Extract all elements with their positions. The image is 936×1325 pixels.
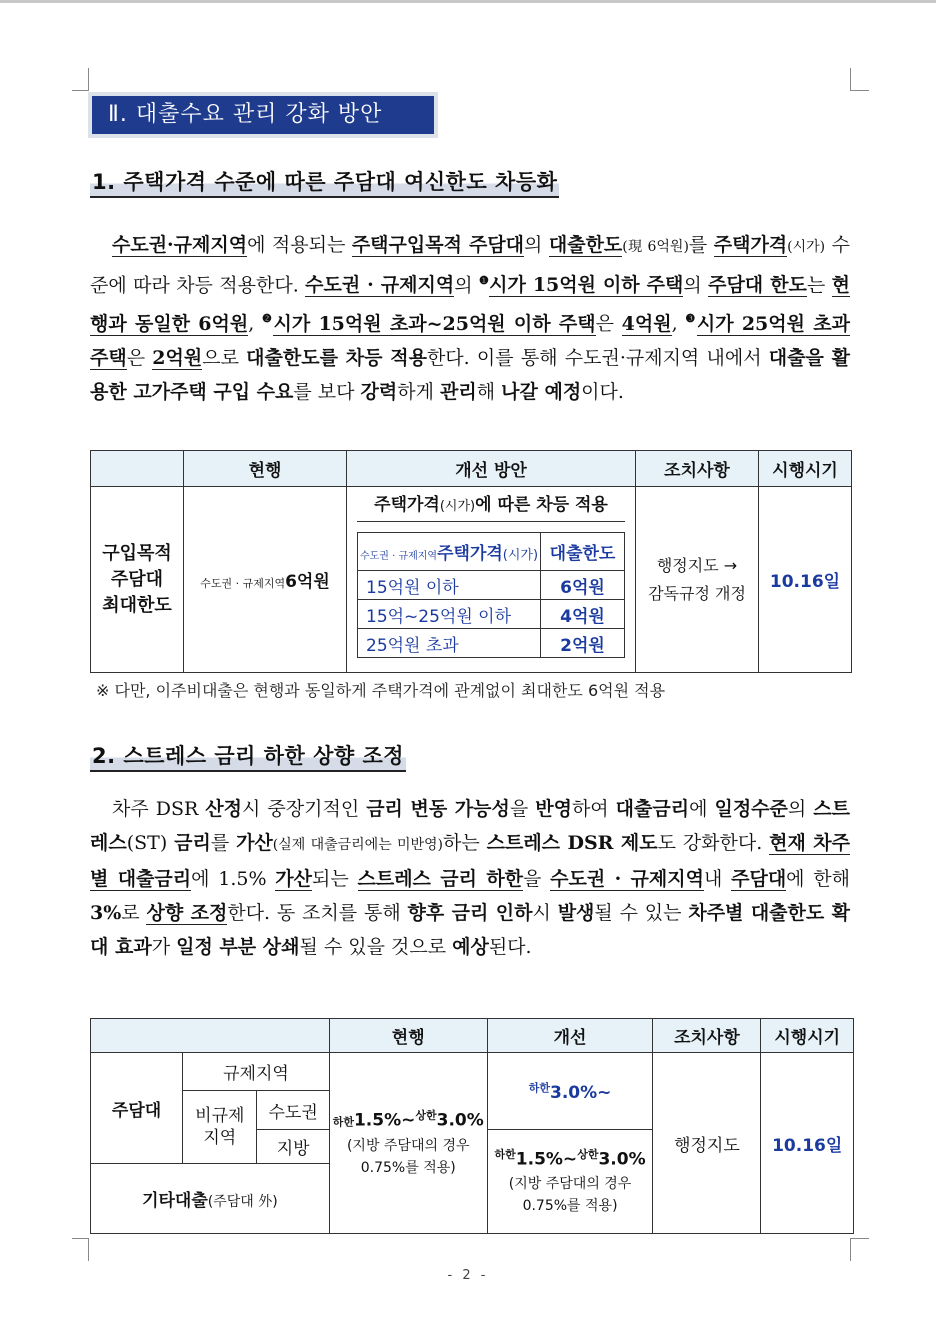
text-span: 도 강화한다. xyxy=(657,832,770,854)
crop-mark-bottom-left xyxy=(72,1238,89,1261)
limit-cell: 6억원 xyxy=(541,571,625,600)
text-span: 기타대출 xyxy=(142,1191,208,1211)
text-span: 가산 xyxy=(275,868,313,890)
text-span: 관리 xyxy=(440,380,477,403)
text-span: 에 한해 xyxy=(786,868,851,890)
table-header: 조치사항 xyxy=(653,1019,761,1053)
text-span: 일정 부분 상쇄 xyxy=(176,936,300,958)
current-value: 6억원 xyxy=(285,572,330,592)
text-span: 해 xyxy=(476,380,502,403)
limit-cell: 4억원 xyxy=(541,600,625,629)
text-span: (실제 대출금리에는 미반영) xyxy=(272,837,444,853)
circled-number-2: ❷ xyxy=(261,312,274,326)
text-span: 하게 xyxy=(397,380,441,403)
text-span: 발생 xyxy=(557,902,595,924)
text-span: 주택구입목적 주담대 xyxy=(351,234,525,256)
text-span: 대출을 활용한 고가주택 구입 수요 xyxy=(90,346,851,403)
footnote: ※ 다만, 이주비대출은 현행과 동일하게 주택가격에 관계없이 최대한도 6억원 적용 xyxy=(96,681,666,700)
new-rate-top-cell xyxy=(487,1053,653,1130)
text-span: 내 xyxy=(703,868,732,890)
table-header: 개선 방안 xyxy=(347,451,636,487)
row-label xyxy=(91,487,184,673)
text-span: 에 따른 차등 적용 xyxy=(475,495,608,515)
text-span: 주택가격 xyxy=(713,234,788,256)
top-border xyxy=(0,0,936,3)
current-region: 수도권 · 규제지역 xyxy=(200,577,286,590)
text-span: 하한 xyxy=(528,1081,550,1095)
text-span: 스트레스 DSR 제도 xyxy=(486,832,658,854)
text-span: (ST) xyxy=(126,832,175,854)
text-span: (現 6억원) xyxy=(622,239,689,255)
text-span: 반영 xyxy=(535,798,572,820)
text-span: 에 적용되는 xyxy=(247,234,352,256)
text-span: 한다. 동 조치를 통해 xyxy=(227,902,408,924)
table-header: 시행시기 xyxy=(759,451,852,487)
text-span: 수도권 · 규제지역 xyxy=(359,551,438,562)
paragraph-1 xyxy=(90,228,850,409)
text-span: 주담대 한도 xyxy=(708,274,807,297)
text-span: 이다. xyxy=(581,380,624,403)
new-rate-bottom xyxy=(488,1146,653,1170)
text-span: 의 xyxy=(787,798,814,820)
text-span: 의 xyxy=(683,274,709,297)
text-span: , xyxy=(248,312,262,335)
text-span: 을 xyxy=(523,868,551,890)
text-span: 일정수준 xyxy=(714,798,788,820)
text-span: 가산 xyxy=(236,832,273,854)
current-rate xyxy=(330,1107,487,1131)
page-number: - 2 - xyxy=(447,1268,489,1283)
text-span: 3.0% xyxy=(436,1110,484,1131)
regulated-label: 규제지역 xyxy=(183,1053,330,1091)
table-header-empty xyxy=(91,451,184,487)
table-header-empty xyxy=(91,1019,330,1053)
stress-rate-table xyxy=(90,1018,854,1234)
jdd-label: 주담대 xyxy=(91,1053,183,1164)
text-span: (시가) xyxy=(787,239,826,255)
row-label-line: 최대한도 xyxy=(102,594,172,616)
action-line: 행정지도 → xyxy=(656,555,738,575)
text-span: 3.0% xyxy=(598,1149,646,1170)
circled-number-3: ❸ xyxy=(685,312,697,326)
text-span: 시가 15억원 이하 주택 xyxy=(489,274,684,297)
text-span: 는 xyxy=(806,274,832,297)
text-span: 은 xyxy=(595,312,622,335)
note-line: 0.75%를 적용) xyxy=(522,1198,618,1215)
text-span: 의 xyxy=(524,234,549,256)
text-span: 되는 xyxy=(312,868,358,890)
text-span: 주택가격 xyxy=(374,495,440,515)
text-span: 산정 xyxy=(205,798,243,820)
text-span: 은 xyxy=(126,346,153,369)
text-span: 인 xyxy=(340,798,367,820)
price-limit-table xyxy=(357,532,625,658)
text-span: 의 xyxy=(454,274,479,297)
table-header: 현행 xyxy=(329,1019,487,1053)
section-title: Ⅱ. 대출수요 관리 강화 방안 xyxy=(92,96,434,134)
note-line: (지방 주담대의 경우 xyxy=(346,1137,470,1154)
text-span: 스트레스 xyxy=(90,798,850,854)
loan-limit-table xyxy=(90,450,852,673)
text-span: 수도권 · 규제지역 xyxy=(305,274,455,297)
text-span: (주담대 外) xyxy=(207,1194,278,1210)
text-span: 될 수 있는 xyxy=(594,902,689,924)
note-line: 0.75%를 적용) xyxy=(360,1159,456,1176)
text-span: 주담대 xyxy=(731,868,787,890)
text-span: 하여 xyxy=(571,798,616,820)
text-span: 시 xyxy=(242,798,268,820)
crop-mark-top-right xyxy=(850,68,869,91)
subheading-2: 2. 스트레스 금리 하한 상향 조정 xyxy=(90,742,406,772)
limit-cell: 2억원 xyxy=(541,629,625,658)
row-label-line: 주담대 xyxy=(110,568,164,590)
text-span: 대출한도 xyxy=(548,234,623,256)
crop-mark-bottom-right xyxy=(850,1238,869,1261)
text-span: 될 수 있을 것으로 xyxy=(299,936,453,958)
section-title-box xyxy=(88,92,438,138)
text-span: 를 보다 xyxy=(293,380,361,403)
action-line: 감독규정 개정 xyxy=(648,583,746,603)
action-cell: 행정지도 xyxy=(653,1053,761,1234)
text-span: 로 xyxy=(121,902,147,924)
text-span: 상향 조정 xyxy=(146,902,228,924)
table-header: 조치사항 xyxy=(636,451,759,487)
text-span: 대출금리 xyxy=(615,798,690,820)
text-span: 주택가격 xyxy=(437,544,503,564)
text-span: 에 1.5% xyxy=(191,868,276,890)
text-span: 3.0%~ xyxy=(549,1082,612,1103)
text-span: 강력 xyxy=(360,380,398,403)
current-cell xyxy=(184,487,347,673)
price-cell: 15억원 이하 xyxy=(358,571,541,600)
text-span: 하한 xyxy=(332,1115,354,1129)
price-cell: 25억원 초과 xyxy=(358,629,541,658)
table-header: 개선 xyxy=(487,1019,653,1053)
text-span: 2억원 xyxy=(152,346,203,369)
text-span: (시가) xyxy=(439,499,476,514)
row-label-line: 구입목적 xyxy=(102,542,172,564)
text-span: 금리 변동 가능성 xyxy=(366,798,510,820)
table-header: 시행시기 xyxy=(761,1019,854,1053)
text-span: 한다. 이를 통해 수도권·규제지역 내에서 xyxy=(426,346,769,369)
text-span: 1.5%~ xyxy=(515,1149,578,1170)
crop-mark-top-left xyxy=(72,68,89,91)
local-label: 지방 xyxy=(257,1130,329,1164)
text-span: 중장기적 xyxy=(267,798,341,820)
table-header: 현행 xyxy=(184,451,347,487)
text-span: 4억원 xyxy=(621,312,672,335)
inner-header-limit: 대출한도 xyxy=(541,533,625,571)
text-span: 차주별 대출한도 확대 효과 xyxy=(90,902,850,958)
text-span: 에 xyxy=(689,798,715,820)
plan-cell xyxy=(347,487,636,673)
text-span: 으로 xyxy=(202,346,247,369)
note-line: (지방 주담대의 경우 xyxy=(508,1176,632,1193)
paragraph-2 xyxy=(90,792,850,964)
new-rate-top xyxy=(529,1083,612,1103)
text-span: 을 xyxy=(509,798,536,820)
text-span: 차주 DSR xyxy=(112,798,206,820)
price-cell: 15억~25억원 이하 xyxy=(358,600,541,629)
text-span: 상한 xyxy=(577,1147,599,1161)
text-span: 현재 차주별 대출금리 xyxy=(90,832,851,890)
text-span: 수준에 따라 차등 적용한다. xyxy=(90,234,850,297)
date-cell: 10.16일 xyxy=(759,487,852,673)
text-span: 나갈 예정 xyxy=(501,380,582,403)
text-span: 1.5%~ xyxy=(353,1110,416,1131)
current-rate-cell xyxy=(329,1053,487,1234)
non-regulated-label xyxy=(183,1091,257,1164)
text-span: 스트레스 금리 하한 xyxy=(357,868,524,890)
text-span: 하는 xyxy=(443,832,487,854)
text-span: 3% xyxy=(90,902,122,924)
text-span: 예상 xyxy=(452,936,489,958)
label-line: 지역 xyxy=(203,1128,237,1148)
text-span: 향후 금리 인하 xyxy=(407,902,533,924)
plan-title xyxy=(357,491,625,522)
date-cell: 10.16일 xyxy=(761,1053,854,1234)
text-span: 대출한도를 차등 적용 xyxy=(246,346,427,369)
inner-header-price xyxy=(358,533,541,571)
text-span: 를 xyxy=(210,832,237,854)
circled-number-1: ❶ xyxy=(478,274,490,287)
text-span: 수도권 · 규제지역 xyxy=(550,868,704,890)
text-span: 현행과 동일한 6억원 xyxy=(90,274,850,335)
subheading-1: 1. 주택가격 수준에 따른 주담대 여신한도 차등화 xyxy=(90,168,559,198)
new-rate-bottom-cell xyxy=(487,1130,653,1234)
text-span: (시가) xyxy=(502,548,539,563)
text-span: 된다. xyxy=(488,936,532,958)
action-cell xyxy=(636,487,759,673)
text-span: 시 xyxy=(532,902,558,924)
text-span: 시가 15억원 초과~25억원 이하 주택 xyxy=(273,312,596,335)
text-span: 를 xyxy=(688,234,714,256)
text-span: 시가 25억원 초과 주택 xyxy=(90,312,850,369)
text-span: 상한 xyxy=(415,1109,437,1123)
text-span: 수도권·규제지역 xyxy=(112,234,248,256)
capital-label: 수도권 xyxy=(257,1091,329,1130)
text-span: 하한 xyxy=(494,1147,516,1161)
text-span: 가 xyxy=(151,936,177,958)
text-span: 금리 xyxy=(174,832,211,854)
label-line: 비규제 xyxy=(195,1106,245,1126)
text-span: , xyxy=(671,312,686,335)
other-loan-label xyxy=(91,1164,330,1234)
